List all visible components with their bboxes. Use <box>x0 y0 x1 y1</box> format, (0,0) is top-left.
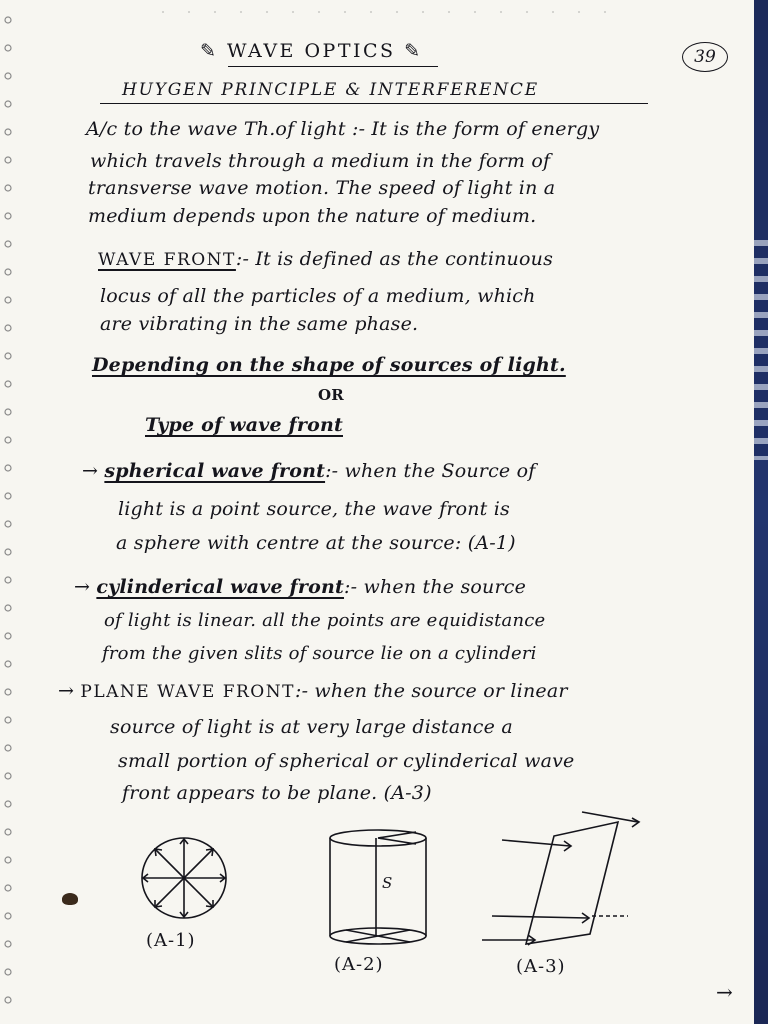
plane-wavefront-diagram <box>478 806 644 954</box>
ink-stain <box>62 893 78 905</box>
wavefront-term: WAVE FRONT <box>98 250 236 270</box>
intro-line-3: transverse wave motion. The speed of light in a <box>88 177 556 199</box>
continue-arrow-icon: → <box>716 980 733 1004</box>
cylindrical-line-2: of light is linear. all the points are equidistance <box>104 610 546 631</box>
page-subtitle: HUYGEN PRINCIPLE & INTERFERENCE <box>122 80 539 100</box>
cylindrical-first-line: :- when the source <box>344 576 527 598</box>
cylindrical-wavefront-diagram <box>322 820 434 952</box>
spherical-arrow-icon: → <box>82 460 99 482</box>
title-right-pen-icon: ✎ <box>395 40 423 62</box>
spherical-line-1 <box>82 460 535 482</box>
title-left-pen-icon: ✎ <box>200 40 227 62</box>
depending-heading: Depending on the shape of sources of light. <box>92 354 566 376</box>
dotted-margin <box>150 8 610 16</box>
spiral-binding <box>0 0 26 1024</box>
plane-first-line: :- when the source or linear <box>294 680 568 702</box>
page-title <box>200 40 423 62</box>
intro-line-1: A/c to the wave Th.of light :- It is the form of energy <box>86 118 600 140</box>
wavefront-definition-line-1 <box>98 248 553 270</box>
subtitle-underline <box>100 103 648 104</box>
cylindrical-line-1 <box>74 576 526 598</box>
or-label: OR <box>318 386 344 404</box>
spherical-line-2: light is a point source, the wave front is <box>118 498 510 520</box>
spherical-term: spherical wave front <box>104 460 326 482</box>
spherical-first-line: :- when the Source of <box>325 460 536 482</box>
spherical-line-3: a sphere with centre at the source: (A-1) <box>116 532 516 554</box>
types-heading: Type of wave front <box>145 414 343 436</box>
plane-line-3: small portion of spherical or cylinderical wave <box>118 750 575 772</box>
intro-line-4: medium depends upon the nature of medium. <box>88 205 537 227</box>
cover-edge <box>754 0 768 1024</box>
a1-caption: (A-1) <box>146 930 196 951</box>
page-number: 39 <box>682 42 728 72</box>
cylindrical-arrow-icon: → <box>74 576 91 598</box>
cylindrical-term: cylinderical wave front <box>96 576 345 598</box>
a2-source-label: S <box>382 874 393 892</box>
wavefront-line-3: are vibrating in the same phase. <box>100 313 419 335</box>
title-text: WAVE OPTICS <box>226 40 396 62</box>
spherical-wavefront-diagram <box>136 832 232 924</box>
plane-arrow-icon: → <box>58 680 75 702</box>
a2-caption: (A-2) <box>334 954 384 975</box>
title-underline <box>228 66 438 67</box>
wavefront-line-2: locus of all the particles of a medium, which <box>100 285 536 307</box>
wavefront-first-line: :- It is defined as the continuous <box>235 248 554 270</box>
plane-line-1 <box>58 680 568 702</box>
plane-term: PLANE WAVE FRONT <box>80 682 295 702</box>
plane-line-4: front appears to be plane. (A-3) <box>122 782 432 804</box>
cylindrical-line-3: from the given slits of source lie on a cylinderi <box>102 643 537 664</box>
a3-caption: (A-3) <box>516 956 566 977</box>
plane-line-2: source of light is at very large distance a <box>110 716 513 738</box>
intro-line-2: which travels through a medium in the form of <box>90 150 551 172</box>
